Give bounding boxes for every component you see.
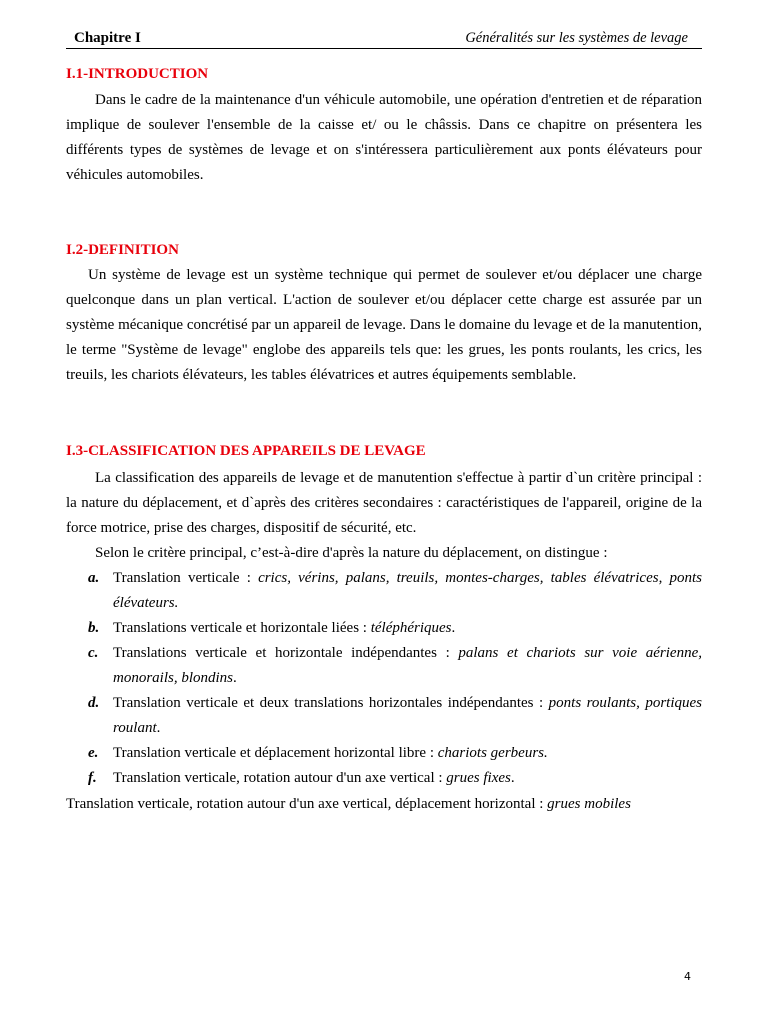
classification-list <box>88 566 702 791</box>
page-number: 4 <box>684 970 691 983</box>
section-heading-definition: I.2-DEFINITION <box>66 242 179 258</box>
list-item-text: Translation verticale, rotation autour d'un axe vertical : <box>113 770 447 786</box>
list-item-examples: palans et chariots sur voie aérienne, monorails, blondins <box>113 645 702 686</box>
list-item-letter: b. <box>88 620 100 636</box>
list-item-text: Translation verticale et déplacement horizontal libre : <box>113 745 438 761</box>
list-item-letter: a. <box>88 570 100 586</box>
list-item <box>88 616 702 641</box>
section-heading-classification: I.3-CLASSIFICATION DES APPAREILS DE LEVAGE <box>66 443 426 459</box>
definition-paragraph: Un système de levage est un système technique qui permet de soulever et/ou déplacer une charge quelconque dans un plan vertical. L'action de soulever et/ou déplacer cette charge est assurée par un système mécanique concrétisé par un appareil de levage. Dans le domaine du levage et de la manutention, le terme "Système de levage" englobe des appareils tels que: les grues, les ponts roulants, les crics, les treuils, les chariots élévateurs, les tables élévatrices et autres équipements semblable. <box>66 267 702 383</box>
last-line-text: Translation verticale, rotation autour d'un axe vertical, déplacement horizontal : <box>66 796 548 812</box>
classification-last-line <box>66 792 631 817</box>
list-item-examples: grues fixes <box>446 770 511 786</box>
list-item-examples: crics, vérins, palans, treuils, montes-charges, tables élévatrices, ponts élévateurs. <box>113 570 702 611</box>
list-item-text: Translations verticale et horizontale liées : <box>113 620 371 636</box>
page-header <box>66 28 702 49</box>
list-item <box>88 691 702 741</box>
list-item-examples: chariots gerbeurs. <box>437 745 548 761</box>
classification-paragraph: La classification des appareils de levage et de manutention s'effectue à partir d`un critère principal : la nature du déplacement, et d`après des critères secondaires : caractéristiques de l'appareil, origine de la force motrice, prise des charges, dispositif de sécurité, etc. <box>66 470 702 536</box>
list-item-suffix: . <box>156 720 161 736</box>
list-item-suffix: . <box>451 620 456 636</box>
introduction-paragraph: Dans le cadre de la maintenance d'un véhicule automobile, une opération d'entretien et de réparation implique de soulever l'ensemble de la caisse et/ ou le châssis. Dans ce chapitre on présentera les différents types de systèmes de levage et on s'intéressera particulièrement aux ponts élévateurs pour véhicules automobiles. <box>66 92 702 183</box>
list-item-suffix: . <box>233 670 237 686</box>
list-item-text: Translation verticale : <box>113 570 259 586</box>
chapter-label: Chapitre I <box>74 30 141 46</box>
list-item-letter: f. <box>88 770 97 786</box>
list-item-letter: e. <box>88 745 99 761</box>
list-item-letter: c. <box>88 645 99 661</box>
chapter-subtitle: Généralités sur les systèmes de levage <box>465 30 688 46</box>
list-item-text: Translation verticale et deux translations horizontales indépendantes : <box>113 695 549 711</box>
list-item <box>88 641 702 691</box>
list-item <box>88 566 702 616</box>
list-item-letter: d. <box>88 695 100 711</box>
list-item-suffix: . <box>510 770 515 786</box>
section-heading-introduction: I.1-INTRODUCTION <box>66 66 209 82</box>
list-item-examples: ponts roulants, portiques roulant <box>113 695 702 736</box>
last-line-examples: grues mobiles <box>547 796 631 812</box>
list-item-text: Translations verticale et horizontale indépendantes : <box>113 645 459 661</box>
classification-intro: Selon le critère principal, c’est-à-dire d'après la nature du déplacement, on distingue : <box>95 545 608 561</box>
list-item-examples: téléphériques <box>370 620 452 636</box>
list-item <box>88 766 702 791</box>
list-item <box>88 741 702 766</box>
